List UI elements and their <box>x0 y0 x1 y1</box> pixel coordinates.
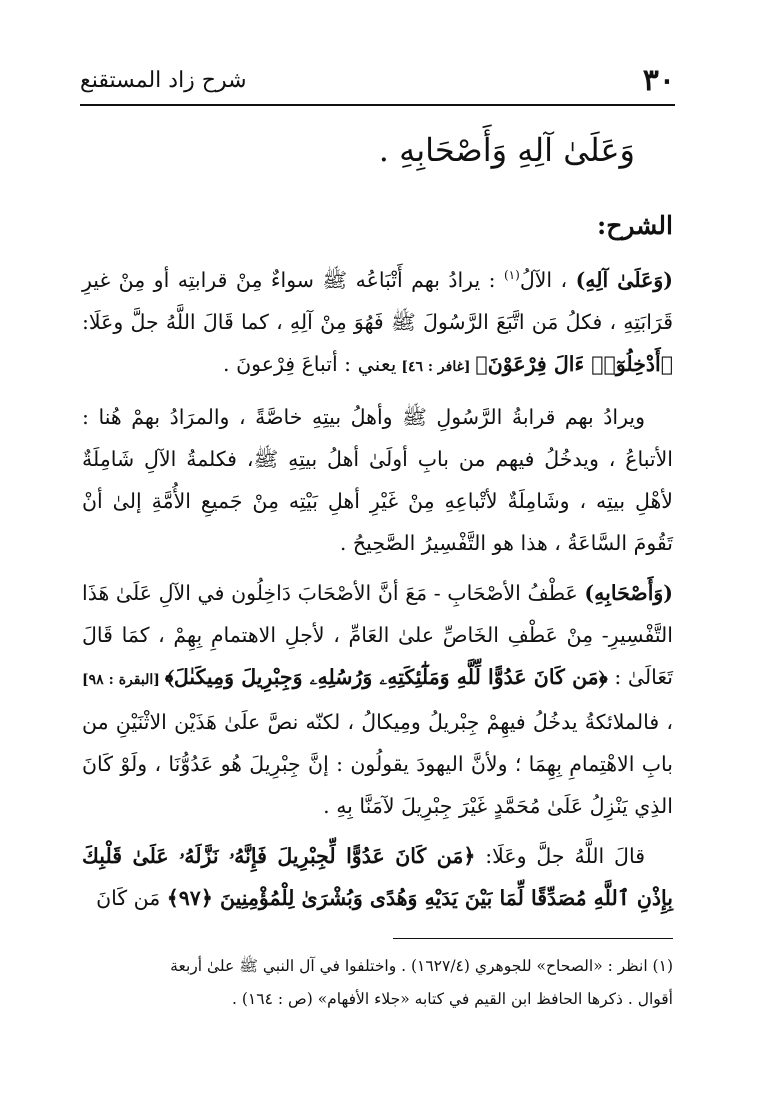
verse-reference: [البقرة : ٩٨] <box>82 671 165 688</box>
book-title: شرح زاد المستقنع <box>80 68 247 93</box>
paragraph-text: عَطْفُ الأصْحَابِ - مَعَ أنَّ الأصْحَابَ دَاخِلُون في الآلِ عَلَىٰ هَذَا التَّفْسِيرِ- مِنْ عَطْفِ الخَاصِّ علىٰ العَامِّ ، لأجلِ الاهتمامِ بِهِمْ ، كمَا قَالَ تَعَالَىٰ : <box>82 580 673 689</box>
footnotes <box>90 950 673 1016</box>
verse-reference: [غافر : ٤٦] <box>396 358 476 375</box>
keyword-wa-ala-alihi: (وَعَلَىٰ آلِهِ) <box>575 267 673 292</box>
commentary-body <box>82 196 673 927</box>
footnote-divider <box>393 938 673 939</box>
paragraph-jibril <box>82 835 673 919</box>
footnote-line: أقوال . ذكرها الحافظ ابن القيم في كتابه «جلاء الأفهام» (ص : ١٦٤) . <box>232 990 673 1008</box>
paragraph-text: قالَ اللَّهُ جلَّ وعَلَا: <box>475 843 646 868</box>
page-number: ٣٠ <box>642 63 675 98</box>
page-header <box>80 58 675 98</box>
sharh-heading: الشرح: <box>596 211 673 240</box>
paragraph-text: يعني : أتباعَ فِرْعونَ . <box>223 351 397 376</box>
paragraph-text: ، الآلُ <box>519 267 576 292</box>
paragraph-text: مَن كَانَ <box>96 885 167 910</box>
keyword-wa-ashabihi: (وَأَصْحَابِهِ) <box>584 580 673 605</box>
footnote-marker: (١) <box>503 268 520 282</box>
paragraph-text: : يرادُ بهم أَتْبَاعُه ﷺ سواءٌ مِنْ قرابتِه أو مِنْ غيرِ قَرَابَتِهِ ، فكلُ مَن اتَّبَعَ الرَّسُولَ ﷺ فَهُوَ مِنْ آلِهِ ، كما قَالَ اللَّهُ جلَّ وعَلَا: <box>82 267 673 334</box>
quran-verse: ﴿مَن كَانَ عَدُوًّا لِّلَّهِ وَمَلَٰٓئِكَتِهِۦ وَرُسُلِهِۦ وَجِبْرِيلَ وَمِيكَىٰلَ﴾ <box>164 664 608 689</box>
quran-verse: ﴿أَدْخِلُوٓا۟ ءَالَ فِرْعَوْنَ﴾ <box>475 351 673 376</box>
footnote-line: (١) انظر : «الصحاح» للجوهري (١٦٢٧/٤) . واختلفوا في آل النبي ﷺ علىٰ أربعة <box>170 957 673 975</box>
matn-text: وَعَلَىٰ آلِهِ وَأَصْحَابِهِ . <box>378 131 635 169</box>
paragraph-qaraba: ويرادُ بهم قرابةُ الرَّسُولِ ﷺ وأهلُ بيتِهِ خاصَّةً ، والمرَادُ بهمْ هُنا : الأتباعُ ، ويدخُلُ فيهم من بابِ أولَىٰ أهلُ بيتِهِ ﷺ، فكلمةُ الآلِ شَامِلَةٌ لأهْلِ بيتِه ، وشَامِلَةٌ لأتْباعِهِ مِنْ غَيْرِ أهلِ بَيْتِه مِنْ جَميعِ الأُمَّةِ إلىٰ أنْ تَقُومَ السَّاعَةُ ، هذا هو التَّفْسِيرُ الصَّحِيحُ . <box>82 404 673 555</box>
quran-verse: ﴿مَن كَانَ عَدُوًّا لِّجِبْرِيلَ فَإِنَّهُۥ نَزَّلَهُۥ عَلَىٰ قَلْبِكَ بِإِذْنِ ٱللَّهِ مُصَدِّقًا لِّمَا بَيْنَ يَدَيْهِ وَهُدًى وَبُشْرَىٰ لِلْمُؤْمِنِينَ ﴿٩٧﴾ <box>82 843 673 910</box>
paragraph-al <box>82 254 673 388</box>
header-divider <box>80 104 675 106</box>
paragraph-text: ، فالملائكةُ يدخُلُ فيهِمْ جِبْريلُ ومِيكالُ ، لكنّه نصَّ علَىٰ هَذَيْن الاثْنَيْنِ من بابِ الاهْتِمامِ بِهِمَا ؛ ولأنَّ اليهودَ يقولُون : إنَّ جِبْرِيلَ هُو عَدُوُّنَا ، ولَوْ كَانَ الذِي يَنْزِلُ عَلَىٰ مُحَمَّدٍ غَيْرَ جِبْرِيلَ لآمَنَّا بِهِ . <box>82 709 673 818</box>
paragraph-ashab <box>82 572 673 827</box>
